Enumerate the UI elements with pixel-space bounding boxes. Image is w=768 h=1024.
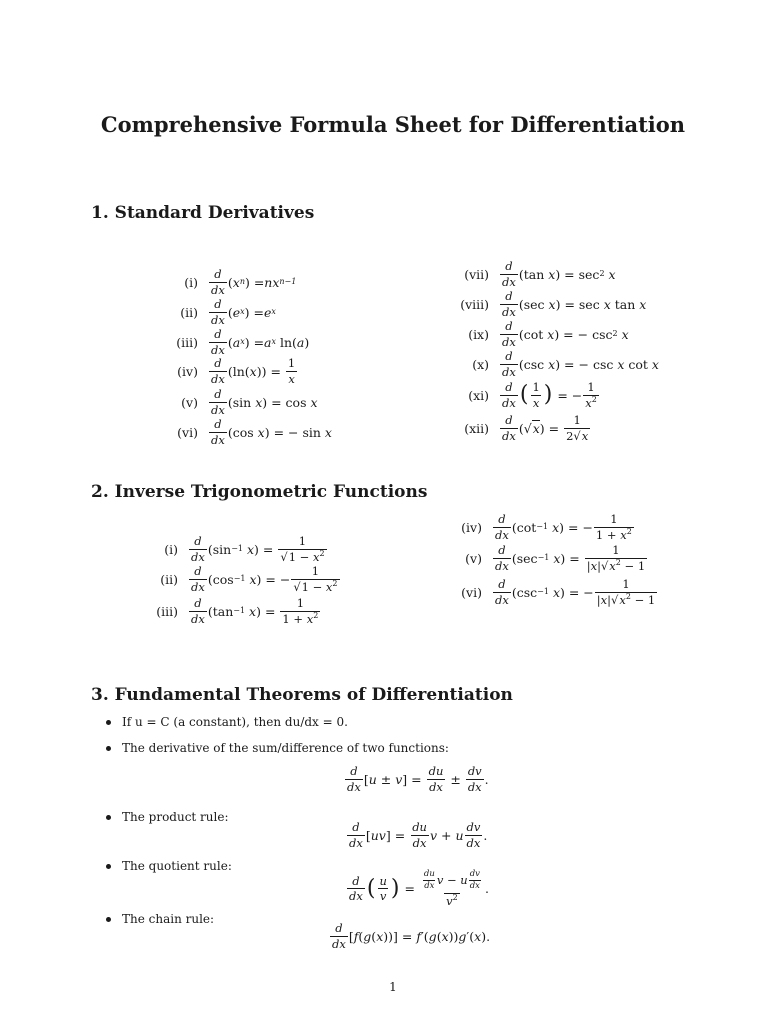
formula: d dx (cot −1 x ) = − 1 $1 + x^2$ [495,511,632,542]
formula: d dx (cot x ) = − csc 2 x [502,318,629,349]
section-heading-standard-derivatives: 1. Standard Derivatives [91,203,315,223]
product-rule-equation: d dx [ uv ] = du dx v + u dv dx . [349,820,488,850]
bullet-text: The product rule: [122,810,229,824]
formula-row [455,260,616,288]
formula: d dx ( a x ) = a x ln( a ) [211,326,310,357]
formula-row [455,414,591,442]
formula: d dx (sin −1 x ) = 1 $√1 - x^2$ [191,533,325,564]
list-item [106,741,449,755]
bullet-text: If u = C (a constant), then du/dx = 0. [122,715,348,729]
formula-label: (v) [181,394,198,410]
formula: d dx ( x n ) = nx n−1 [211,266,297,297]
formula-row [148,535,328,563]
formula: d dx (csc −1 x ) = − 1 $|x|√x^2 - 1$ [495,576,656,607]
formula-label: (ii) [160,571,178,587]
formula-label: (i) [184,274,198,290]
sum-rule-equation: d dx [ u ± v ] = du dx ± dv dx . [347,764,489,794]
formula: d dx ( 1 x ) = − 1 $x^2$ [502,379,597,410]
formula-row [168,328,309,356]
formula-row [455,381,600,409]
formula-label: (v) [465,550,482,566]
formula: d dx (tan x ) = sec 2 x [502,258,616,289]
formula-row [148,565,341,593]
formula: d dx ( e x ) = e x [211,296,276,327]
formula-row [168,268,296,296]
formula: d dx (sec −1 x ) = 1 $|x|√x^2 - 1$ [495,542,646,573]
section-heading-fundamental-theorems: 3. Fundamental Theorems of Differentiation [91,685,513,705]
page-number: 1 [389,980,397,994]
formula-label: (x) [472,356,489,372]
formula-label: (xi) [468,387,489,403]
formula-row [455,350,659,378]
bullet-icon [106,746,111,751]
list-item [106,715,348,729]
formula-row [168,298,276,326]
list-item [106,810,229,824]
formula-row [168,418,332,446]
bullet-icon [106,815,111,820]
formula-row [168,388,318,416]
formula-label: (vii) [464,266,489,282]
page-title: Comprehensive Formula Sheet for Differentiation [100,112,686,137]
list-item [106,912,214,926]
formula: d dx (csc x ) = − csc x cot x [502,348,659,379]
formula-row [455,320,629,348]
formula-label: (iii) [176,334,198,350]
bullet-text: The chain rule: [122,912,215,926]
formula-label: (i) [164,541,178,557]
formula-label: (iv) [461,519,482,535]
formula-label: (vi) [461,584,482,600]
bullet-icon [106,864,111,869]
formula-row [448,513,635,541]
formula-row [455,290,646,318]
chain-rule-equation: d dx [ f ( g ( x ))] = f ′( g ( x )) g ′( x ). [332,921,491,951]
formula-label: (ii) [180,304,198,320]
formula-row [168,357,298,385]
formula: d dx (sec x ) = sec x tan x [502,288,647,319]
formula-label: (vi) [177,424,198,440]
list-item [106,859,232,873]
formula: d dx (ln( x )) = 1 x [211,355,296,386]
formula: d dx (sin x ) = cos x [211,386,318,417]
formula-row [448,578,658,606]
formula: d dx (cos x ) = − sin x [211,416,332,447]
bullet-text: The derivative of the sum/difference of two functions: [122,741,449,755]
bullet-icon [106,917,111,922]
formula-row [448,544,648,572]
formula-label: (ix) [468,326,489,342]
formula-row [148,597,321,625]
formula: d dx (tan −1 x ) = 1 $1 + x^2$ [191,595,319,626]
formula-label: (iii) [156,603,178,619]
formula: d dx (cos −1 x ) = − 1 $√1 - x^2$ [191,563,338,594]
formula-label: (viii) [460,296,489,312]
section-heading-inverse-trig: 2. Inverse Trigonometric Functions [91,482,428,502]
formula-label: (xii) [464,420,489,436]
quotient-rule-equation: d dx ( u v ) = $\frac{du}{dx}$ v − u $\frac{dv}{dx}$ $v^2$ . [349,869,489,908]
formula-label: (iv) [177,363,198,379]
bullet-icon [106,720,111,725]
formula: d dx (√ x ) = 1 2√x [502,412,589,443]
bullet-text: The quotient rule: [122,859,232,873]
